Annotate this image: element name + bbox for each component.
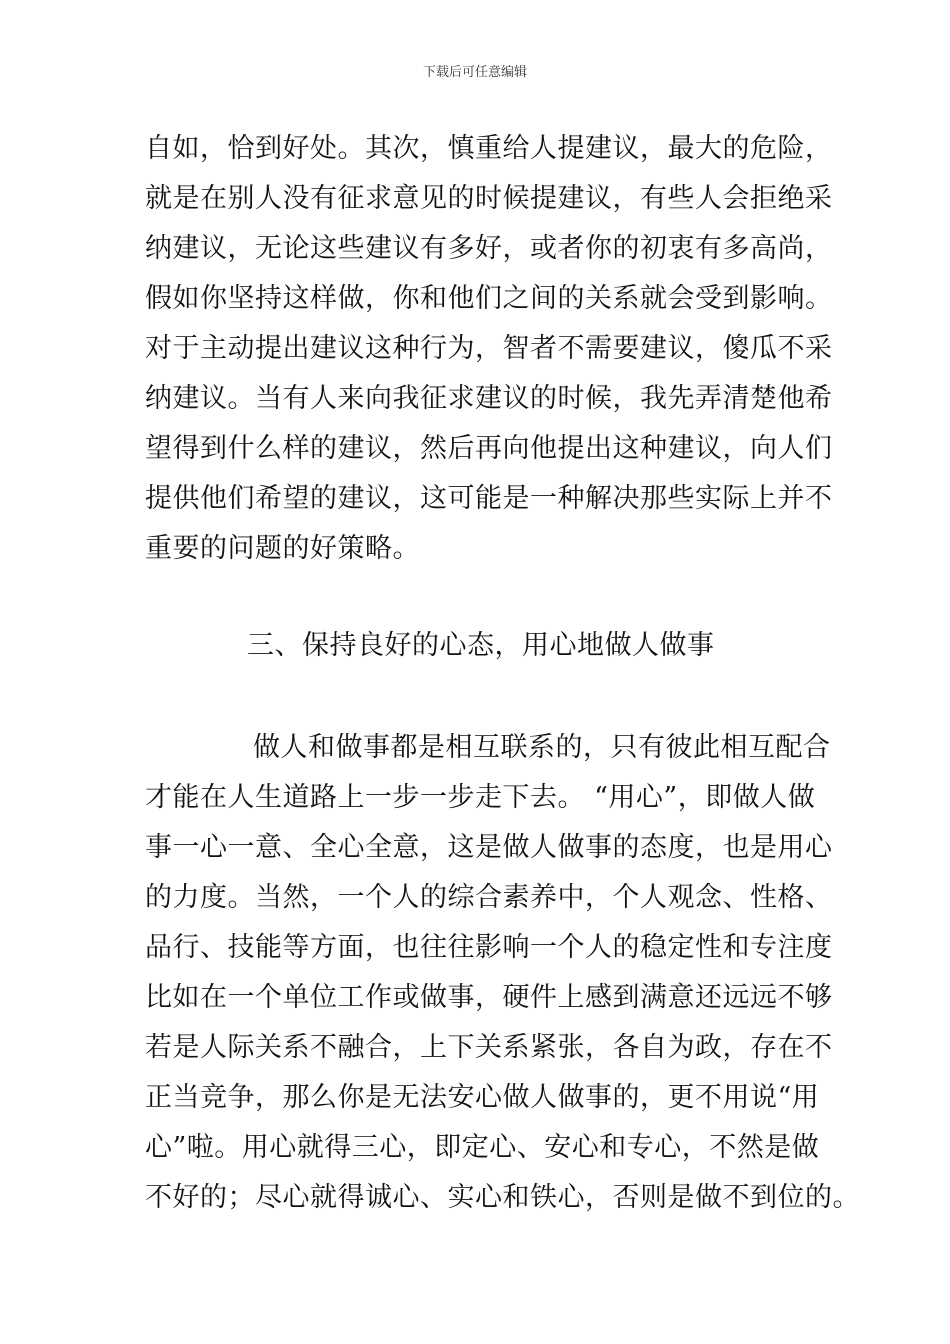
paragraph-line: 望得到什么样的建议，然后再向他提出这种建议，向人们 (145, 433, 833, 464)
paragraph-line: 的力度。当然，一个人的综合素养中，个人观念、性格、 (145, 882, 833, 913)
paragraph-line: 重要的问题的好策略。 (145, 533, 420, 564)
paragraph-line: 才能在人生道路上一步一步走下去。 “用心”，即做人做 (145, 782, 816, 813)
paragraph-line: 品行、技能等方面，也往往影响一个人的稳定性和专注度 (145, 932, 833, 963)
paragraph-line: 纳建议，无论这些建议有多好，或者你的初衷有多高尚， (145, 233, 833, 264)
paragraph-line: 正当竞争，那么你是无法安心做人做事的，更不用说“用 (145, 1082, 820, 1113)
paragraph-line: 不好的；尽心就得诚心、实心和铁心，否则是做不到位的。 (145, 1182, 860, 1213)
paragraph-line: 心”啦。用心就得三心，即定心、安心和专心，不然是做 (145, 1132, 820, 1163)
paragraph-line: 若是人际关系不融合，上下关系紧张，各自为政，存在不 (145, 1032, 833, 1063)
paragraph-line: 对于主动提出建议这种行为，智者不需要建议，傻瓜不采 (145, 333, 833, 364)
paragraph-line: 提供他们希望的建议，这可能是一种解决那些实际上并不 (145, 483, 833, 514)
page-header-note: 下载后可任意编辑 (422, 65, 527, 80)
paragraph-line: 比如在一个单位工作或做事，硬件上感到满意还远远不够 (145, 982, 833, 1013)
paragraph-line: 做人和做事都是相互联系的，只有彼此相互配合 (253, 732, 831, 763)
paragraph-line: 纳建议。当有人来向我征求建议的时候，我先弄清楚他希 (145, 383, 833, 414)
paragraph-line: 就是在别人没有征求意见的时候提建议，有些人会拒绝采 (145, 183, 833, 214)
paragraph-line: 事一心一意、全心全意，这是做人做事的态度，也是用心 (145, 832, 833, 863)
section-heading: 三、保持良好的心态，用心地做人做事 (247, 630, 715, 661)
paragraph-line: 自如，恰到好处。其次，慎重给人提建议，最大的危险， (145, 133, 833, 164)
paragraph-line: 假如你坚持这样做，你和他们之间的关系就会受到影响。 (145, 283, 833, 314)
